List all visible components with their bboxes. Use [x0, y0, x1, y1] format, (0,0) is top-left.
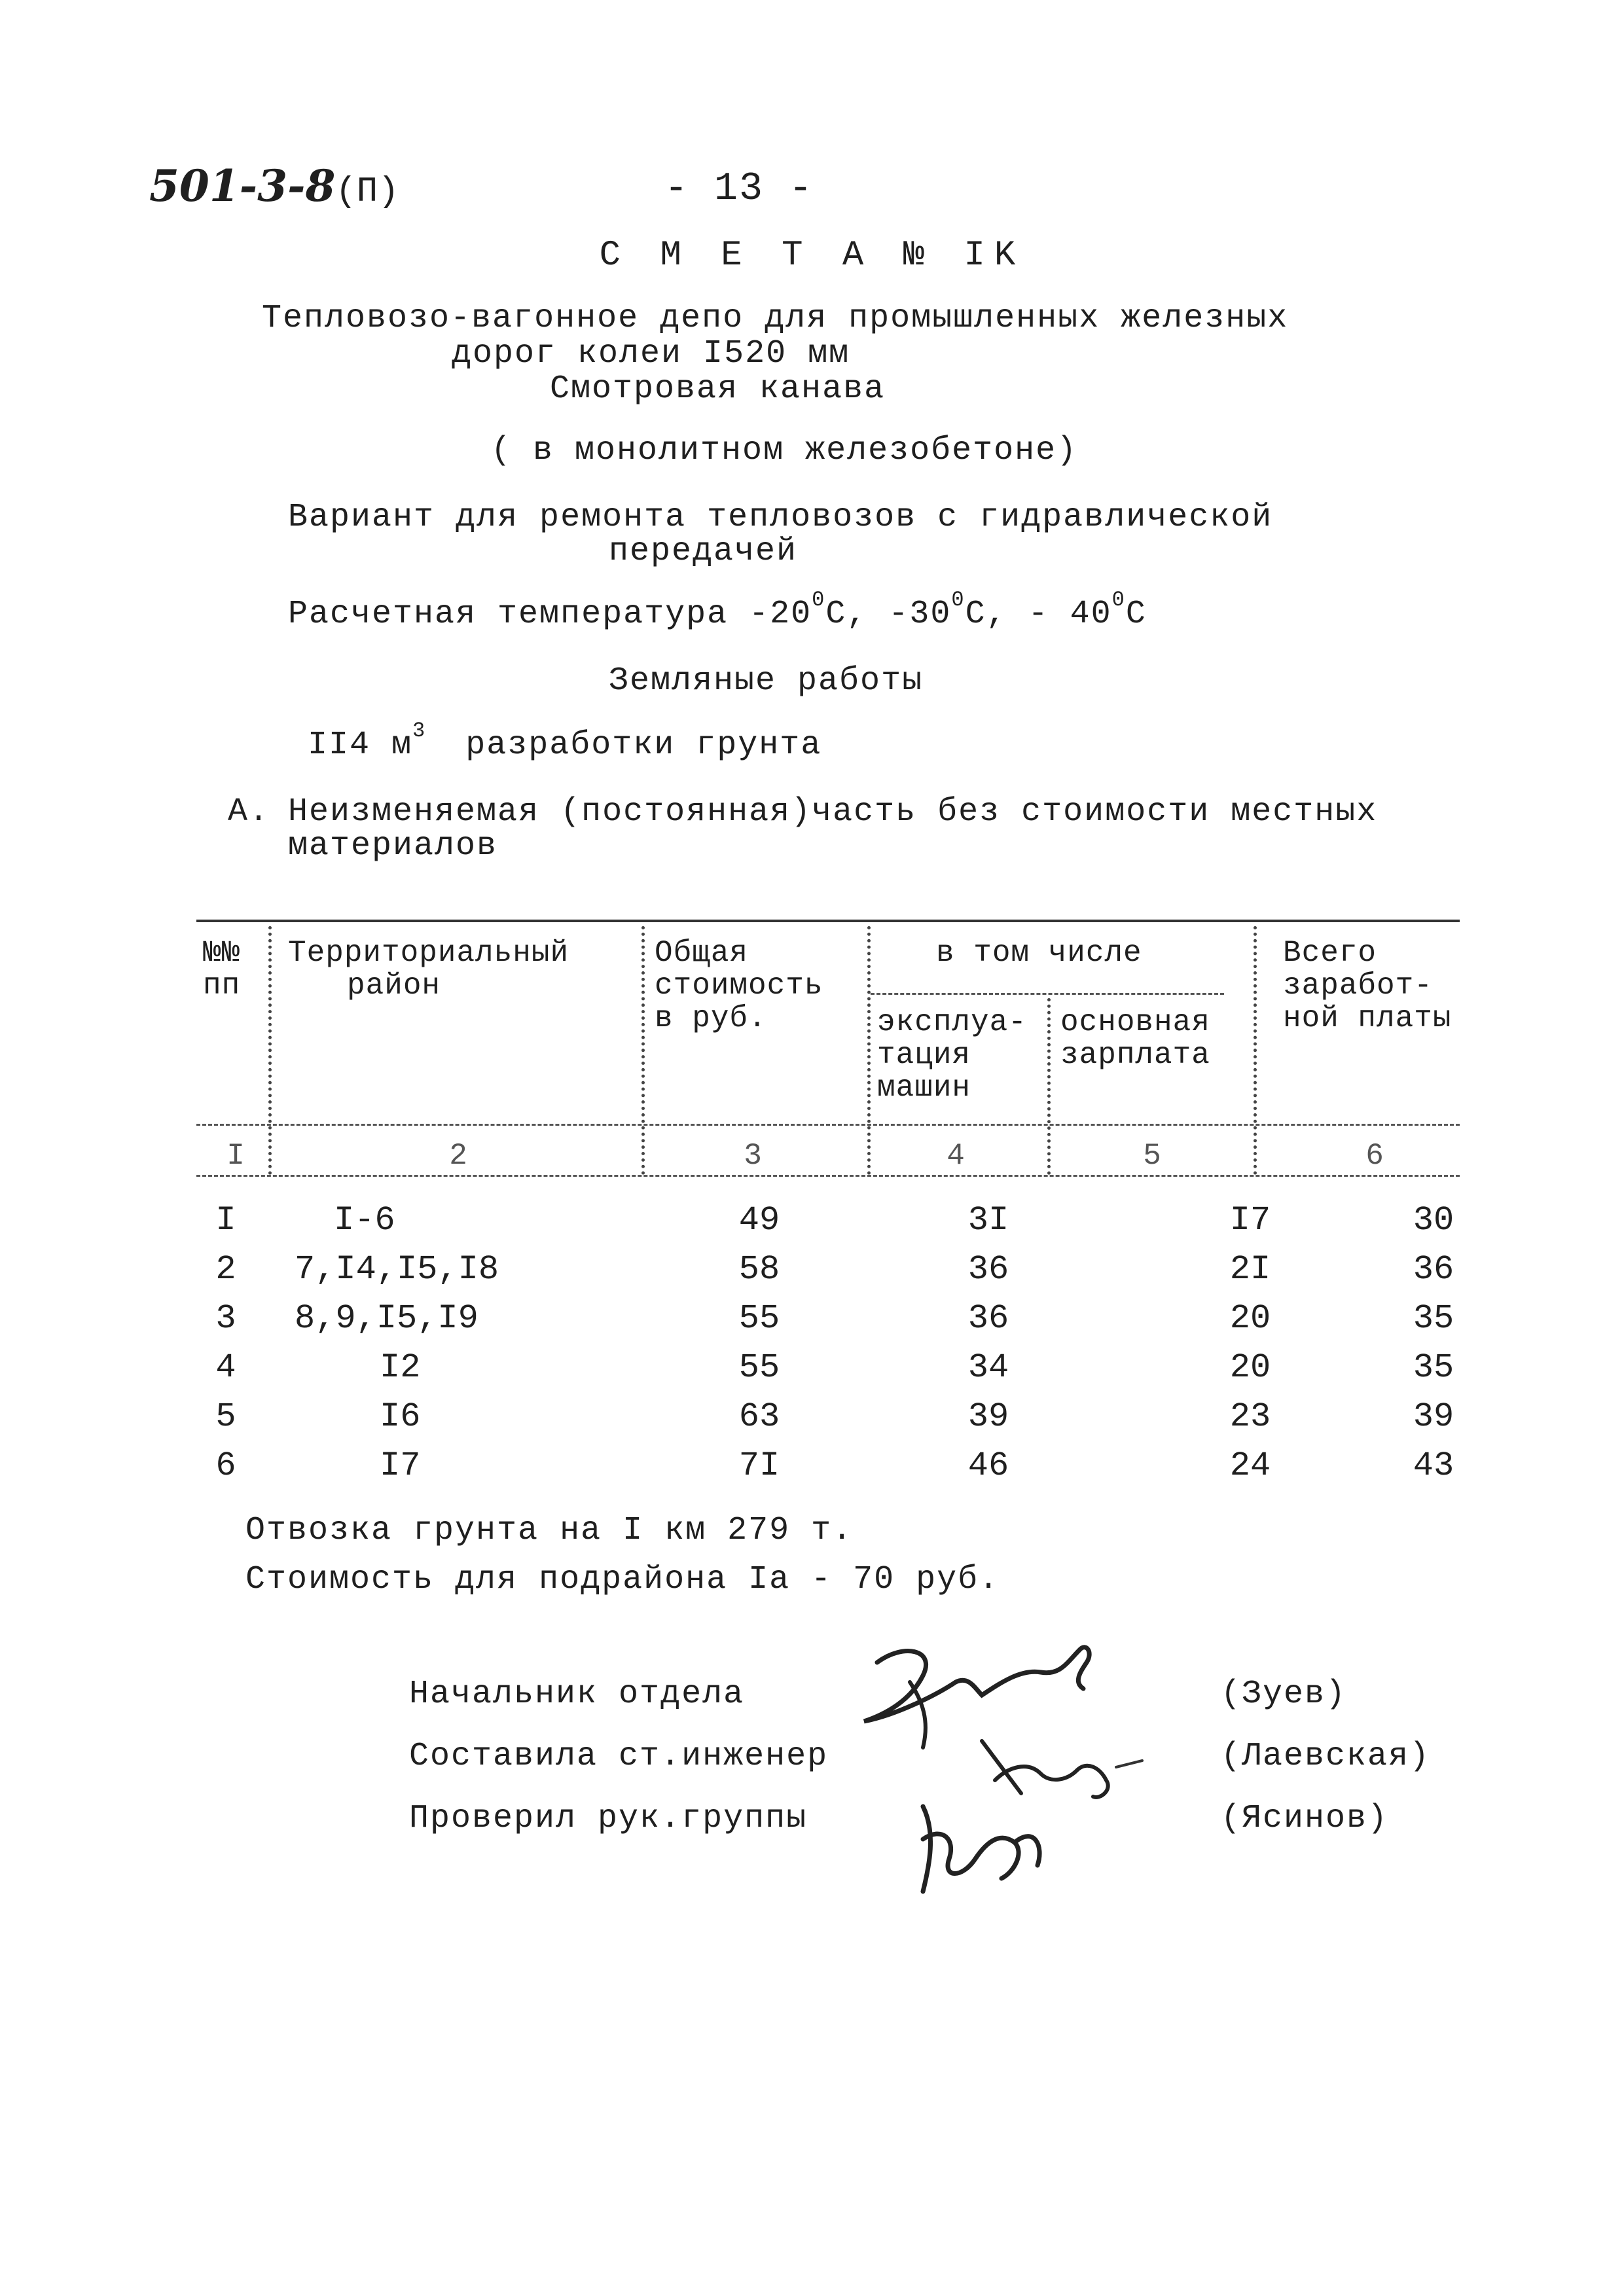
table-row	[196, 1446, 1460, 1494]
page-number: - 13 -	[664, 167, 814, 211]
row-wages: 43	[1413, 1446, 1454, 1485]
table-row	[196, 1201, 1460, 1248]
row-machines: 36	[967, 1250, 1009, 1289]
header-region-line-2: район	[347, 969, 441, 1003]
works-title: Земляные работы	[609, 662, 924, 700]
header-total-line-1: Общая	[655, 936, 749, 970]
row-salary: 2I	[1229, 1250, 1271, 1289]
row-salary: I7	[1229, 1201, 1271, 1240]
header-bottom-rule	[196, 1124, 1460, 1126]
header-total-line-2: стоимость	[655, 969, 823, 1003]
row-region: I-6	[334, 1201, 395, 1240]
header-machines-line-2: тация	[877, 1038, 971, 1072]
row-machines: 3I	[967, 1201, 1009, 1240]
header-num-line-1: №№	[203, 936, 241, 970]
degree-sup-1: 0	[812, 588, 826, 612]
column-number: 5	[1143, 1139, 1161, 1173]
table-row	[196, 1299, 1460, 1346]
row-machines: 34	[967, 1348, 1009, 1387]
header-region-line-1: Территориальный	[288, 936, 569, 970]
header-salary-line-2: зарплата	[1060, 1038, 1210, 1072]
temperature-mid-2: С, - 40	[965, 596, 1112, 633]
column-divider	[1254, 926, 1257, 1175]
column-number: 4	[947, 1139, 965, 1173]
row-machines: 39	[967, 1397, 1009, 1436]
row-region: I7	[380, 1446, 421, 1485]
header-num	[203, 937, 240, 1002]
row-wages: 35	[1413, 1299, 1454, 1338]
row-total: 49	[738, 1201, 780, 1240]
column-number: 2	[449, 1139, 467, 1173]
signature-role: Проверил рук.группы	[409, 1800, 808, 1837]
temperature-label: Расчетная температура -20	[288, 596, 812, 633]
header-including: в том числе	[936, 936, 1142, 970]
row-machines: 36	[967, 1299, 1009, 1338]
document-code	[149, 160, 399, 212]
row-region: I2	[380, 1348, 421, 1387]
degree-sup-2: 0	[951, 588, 965, 612]
column-divider	[641, 926, 645, 1175]
section-letter: А.	[228, 793, 270, 831]
row-total: 63	[738, 1397, 780, 1436]
header-total-wages	[1283, 937, 1451, 1035]
row-salary: 20	[1229, 1348, 1271, 1387]
row-wages: 39	[1413, 1397, 1454, 1436]
variant-line-2: передачей	[609, 533, 798, 570]
row-region: 8,9,I5,I9	[295, 1299, 478, 1338]
signature-name: (Ясинов)	[1221, 1800, 1389, 1837]
row-region: 7,I4,I5,I8	[295, 1250, 499, 1289]
volume-value: II4 м	[308, 726, 413, 764]
haul-note: Отвозка грунта на I км 279 т.	[245, 1512, 854, 1549]
row-num: 4	[215, 1348, 236, 1387]
row-total: 58	[738, 1250, 780, 1289]
row-num: 6	[215, 1446, 236, 1485]
title-line-4: ( в монолитном железобетоне)	[491, 432, 1078, 469]
column-number-rule	[196, 1175, 1460, 1177]
table-row	[196, 1250, 1460, 1297]
header-num-line-2: пп	[203, 969, 241, 1003]
row-salary: 20	[1229, 1299, 1271, 1338]
column-divider	[867, 926, 871, 1175]
document-code-number: 501-3-8	[149, 160, 336, 211]
degree-sup-3: 0	[1111, 588, 1126, 612]
table-row	[196, 1348, 1460, 1395]
column-number: 6	[1365, 1139, 1384, 1173]
header-machines-line-1: эксплуа-	[877, 1005, 1027, 1039]
row-salary: 23	[1229, 1397, 1271, 1436]
variant-line-1: Вариант для ремонта тепловозов с гидравлической	[288, 499, 1273, 536]
signature-role: Составила ст.инженер	[409, 1738, 829, 1775]
row-total: 55	[738, 1348, 780, 1387]
title-line-3: Смотровая канава	[550, 370, 886, 408]
header-total-cost	[655, 937, 823, 1035]
row-num: 2	[215, 1250, 236, 1289]
volume-sup: 3	[412, 719, 427, 743]
signature-name: (Лаевская)	[1221, 1738, 1431, 1775]
subregion-note: Стоимость для подрайона Iа - 70 руб.	[245, 1561, 1000, 1598]
column-number: 3	[744, 1139, 762, 1173]
row-machines: 46	[967, 1446, 1009, 1485]
row-wages: 36	[1413, 1250, 1454, 1289]
including-rule	[871, 993, 1224, 995]
temperature-end: С	[1125, 596, 1147, 633]
section-line-1: Неизменяемая (постоянная)часть без стоимости местных	[288, 793, 1378, 831]
column-divider	[268, 926, 272, 1175]
row-num: 3	[215, 1299, 236, 1338]
header-total-line-3: в руб.	[655, 1001, 767, 1035]
title-line-2: дорог колеи I520 мм	[452, 335, 850, 372]
row-total: 55	[738, 1299, 780, 1338]
row-num: I	[215, 1201, 236, 1240]
design-temperature	[288, 588, 1147, 633]
header-base-salary	[1060, 1006, 1210, 1071]
cost-table-header	[196, 920, 1460, 1181]
volume-line	[308, 719, 822, 764]
section-line-2: материалов	[288, 827, 498, 865]
table-row	[196, 1397, 1460, 1444]
header-region	[288, 937, 569, 1002]
header-salary-line-1: основная	[1060, 1005, 1210, 1039]
header-machines	[877, 1006, 1027, 1104]
row-wages: 30	[1413, 1201, 1454, 1240]
header-machines-line-3: машин	[877, 1071, 971, 1105]
row-total: 7I	[738, 1446, 780, 1485]
row-num: 5	[215, 1397, 236, 1436]
signature-name: (Зуев)	[1221, 1676, 1347, 1713]
column-divider	[1047, 998, 1051, 1175]
header-wages-line-2: заработ-	[1283, 969, 1433, 1003]
row-region: I6	[380, 1397, 421, 1436]
estimate-heading: С М Е Т А № IK	[599, 236, 1025, 276]
volume-text: разработки грунта	[465, 726, 822, 764]
signature-role: Начальник отдела	[409, 1676, 745, 1713]
header-wages-line-3: ной платы	[1283, 1001, 1452, 1035]
row-salary: 24	[1229, 1446, 1271, 1485]
table-top-rule	[196, 920, 1460, 922]
row-wages: 35	[1413, 1348, 1454, 1387]
signature-mark	[903, 1780, 1060, 1905]
document-code-suffix: (П)	[335, 172, 399, 212]
temperature-mid-1: С, -30	[825, 596, 952, 633]
header-wages-line-1: Всего	[1283, 936, 1377, 970]
column-number: I	[226, 1139, 245, 1173]
title-line-1: Тепловозо-вагонное депо для промышленных железных	[262, 300, 1289, 337]
